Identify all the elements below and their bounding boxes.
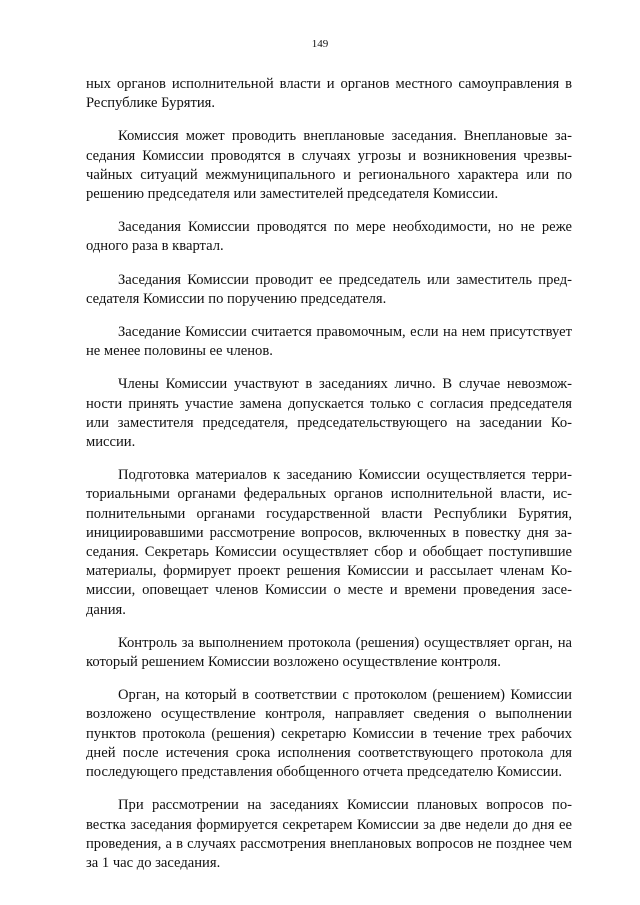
paragraph-control-reporting: Орган, на который в соответствии с протоколом (решением) Комиссии возложено осуществление контроля, направляет сведения о выполнении пунктов протокола (решения) секретарю Комиссии в течение трех рабочих дней после истечения срока исполнения соответствующего протокола для последующего представления обобщенного отчета председателю Комиссии. (86, 687, 572, 781)
paragraph-meeting-chair: Заседания Комиссии проводит ее председатель или заместитель председателя Комиссии по поручению председателя. (86, 271, 572, 307)
paragraph-meeting-frequency: Заседания Комиссии проводятся по мере необходимости, но не реже одного раза в квартал. (86, 219, 572, 255)
page-number: 149 (311, 38, 329, 50)
paragraph-unscheduled-meetings: Комиссия может проводить внеплановые заседания. Внеплановые заседания Комиссии проводятся в случаях угрозы и возникновения чрезвычайных ситуаций межмуниципального и регионального характера или по решению председателя или заместителей председателя Комиссии. (86, 128, 572, 203)
page-body (86, 75, 572, 887)
paragraph-personal-participation: Члены Комиссии участвуют в заседаниях лично. В случае невозможности принять участие замена допускается только с согласия председателя или заместителя председателя, председательствующего на заседании Комиссии. (86, 376, 572, 451)
paragraph-agenda-formation: При рассмотрении на заседаниях Комиссии плановых вопросов повестка заседания формируется секретарем Комиссии за две недели до дня ее проведения, а в случаях рассмотрения внеплановых вопросов не позднее чем за 1 час до заседания. (86, 797, 572, 871)
paragraph-quorum: Заседание Комиссии считается правомочным, если на нем присутствует не менее половины ее членов. (86, 324, 572, 360)
paragraph-materials-preparation: Подготовка материалов к заседанию Комиссии осуществляется территориальными органами федеральных органов исполнительной власти, исполнительными органами государственной власти Республики Бурятия, инициировавшими рассмотрение вопросов, включенных в повестку дня заседания. Секретарь Комиссии осуществляет сбор и обобщает поступившие материалы, формирует проект решения Комиссии и рассылает членам Комиссии, оповещает членов Комиссии о месте и времени проведения заседания. (86, 467, 572, 618)
paragraph-continued: ных органов исполнительной власти и органов местного самоуправления в Республике Бурятия. (86, 76, 572, 112)
paragraph-execution-control: Контроль за выполнением протокола (решения) осуществляет орган, на который решением Комиссии возложено осуществление контроля. (86, 634, 572, 671)
